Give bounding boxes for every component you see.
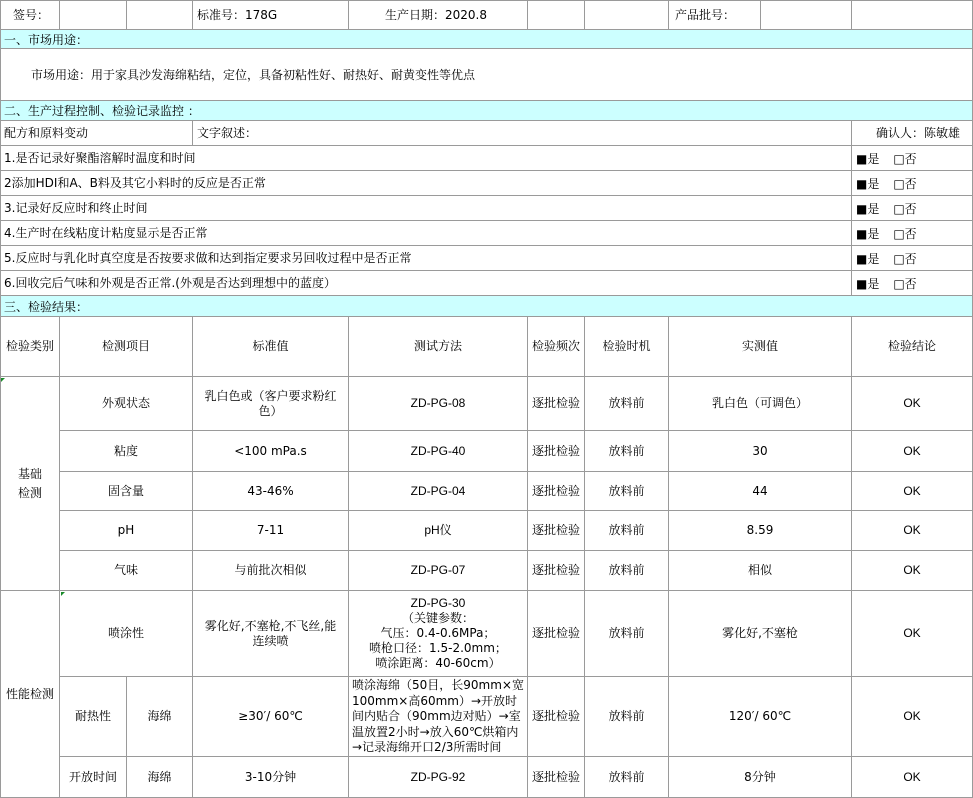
- yes-checkbox[interactable]: ■是: [856, 176, 880, 191]
- check-yes-no[interactable]: [852, 246, 973, 271]
- col-measured: 实测值: [669, 317, 852, 377]
- basic-timing-text: 放料前: [608, 483, 645, 498]
- basic-result-text: OK: [903, 483, 921, 498]
- no-checkbox[interactable]: □否: [893, 251, 917, 266]
- spray-timing: 放料前: [585, 591, 669, 677]
- basic-item: [60, 551, 193, 591]
- batch-number-label: 产品批号：: [669, 0, 761, 30]
- basic-method-text: ZD-PG-08: [410, 396, 466, 410]
- basic-method: [349, 377, 528, 431]
- basic-result: [852, 431, 973, 472]
- basic-item: [60, 472, 193, 511]
- heat-method-text: 喷涂海绵（50目，长90mm×宽100mm×高60mm）→开放时间内贴合（90mm边对贴）→室温放置2小时→放入60℃烘箱内→记录海绵开口2/3所需时间: [352, 678, 524, 754]
- basic-frequency: [528, 377, 585, 431]
- spray-standard-text: 雾化好,不塞枪,不飞丝,能连续喷: [204, 618, 337, 648]
- batch-number-cell-2[interactable]: [852, 0, 973, 30]
- basic-frequency-text: 逐批检验: [532, 396, 581, 410]
- basic-standard-text: <100 mPa.s: [234, 443, 307, 458]
- spray-measured: 雾化好,不塞枪: [669, 591, 852, 677]
- check-item: 6.回收完后气味和外观是否正常.(外观是否达到理想中的蓝度）: [0, 271, 852, 296]
- check-item: 4.生产时在线粘度计粘度显示是否正常: [0, 221, 852, 246]
- spray-method-line: ZD-PG-30: [410, 596, 466, 610]
- check-yes-no[interactable]: [852, 146, 973, 171]
- open-time-measured: 8分钟: [669, 757, 852, 798]
- check-yes-no[interactable]: [852, 221, 973, 246]
- heat-method: [349, 677, 528, 757]
- heat-standard: ≥30′/ 60℃: [193, 677, 349, 757]
- basic-method: [349, 472, 528, 511]
- spray-result: OK: [852, 591, 973, 677]
- basic-timing: [585, 511, 669, 551]
- spray-standard: [193, 591, 349, 677]
- no-checkbox[interactable]: □否: [893, 276, 917, 291]
- basic-timing: [585, 551, 669, 591]
- spray-method-line: 喷涂距离：40-60cm）: [375, 656, 501, 670]
- basic-frequency-text: 逐批检验: [532, 563, 581, 577]
- open-time-frequency: 逐批检验: [528, 757, 585, 798]
- basic-item-text: 粘度: [113, 443, 138, 458]
- basic-standard-text: 与前批次相似: [234, 563, 307, 577]
- basic-measured: [669, 551, 852, 591]
- basic-standard: [193, 377, 349, 431]
- batch-number-cell[interactable]: [761, 0, 852, 30]
- open-time-sub: 海绵: [127, 757, 193, 798]
- cell-marker-icon: [61, 592, 65, 596]
- basic-measured-text: 乳白色（可调色）: [711, 396, 808, 410]
- basic-group-text: 基础检测: [17, 466, 42, 500]
- section2-title: 二、生产过程控制、检验记录监控 ：: [0, 101, 973, 121]
- market-use-text: 市场用途：用于家具沙发海绵粘结，定位，具备初粘性好、耐热好、耐黄变性等优点: [0, 49, 973, 101]
- basic-standard: [193, 511, 349, 551]
- basic-method-text: pH仪: [424, 523, 452, 537]
- basic-standard-text: 乳白色或（客户要求粉红色）: [204, 388, 337, 418]
- basic-timing: [585, 472, 669, 511]
- yes-checkbox[interactable]: ■是: [856, 251, 880, 266]
- basic-method: [349, 431, 528, 472]
- heat-measured: 120′/ 60℃: [669, 677, 852, 757]
- sign-value-cell-2[interactable]: [127, 0, 193, 30]
- basic-item-text: pH: [117, 523, 135, 537]
- section3-title: 三、检验结果：: [0, 296, 973, 317]
- basic-measured: [669, 377, 852, 431]
- check-yes-no[interactable]: [852, 171, 973, 196]
- basic-measured-text: 相似: [747, 563, 772, 577]
- basic-timing-text: 放料前: [608, 443, 645, 458]
- spray-method: [349, 591, 528, 677]
- basic-item-text: 气味: [113, 563, 138, 577]
- basic-standard: [193, 472, 349, 511]
- basic-item: [60, 377, 193, 431]
- basic-result: [852, 472, 973, 511]
- basic-timing-text: 放料前: [608, 523, 645, 537]
- col-item: 检测项目: [60, 317, 193, 377]
- spray-method-line: （关键参数：: [401, 611, 474, 625]
- open-time-standard: 3-10分钟: [193, 757, 349, 798]
- spray-item: 喷涂性: [60, 591, 193, 677]
- check-yes-no[interactable]: [852, 196, 973, 221]
- production-date: 生产日期：2020.8: [349, 0, 528, 30]
- check-item: 5.反应时与乳化时真空度是否按要求做和达到指定要求另回收过程中是否正常: [0, 246, 852, 271]
- no-checkbox[interactable]: □否: [893, 151, 917, 166]
- check-item: 2添加HDI和A、B料及其它小料时的反应是否正常: [0, 171, 852, 196]
- basic-result-text: OK: [903, 563, 921, 577]
- basic-timing: [585, 377, 669, 431]
- basic-item-text: 外观状态: [101, 396, 150, 410]
- section1-title: 一、市场用途：: [0, 30, 973, 49]
- yes-checkbox[interactable]: ■是: [856, 151, 880, 166]
- spray-method-line: 气压：0.4-0.6MPa；: [380, 626, 496, 640]
- cell-marker-icon: [1, 378, 5, 382]
- basic-result: [852, 511, 973, 551]
- spray-method-lines: [369, 596, 507, 671]
- basic-measured: [669, 431, 852, 472]
- check-item: 1.是否记录好聚酯溶解时温度和时间: [0, 146, 852, 171]
- basic-frequency: [528, 472, 585, 511]
- heat-item: 耐热性: [60, 677, 127, 757]
- spray-method-line: 喷枪口径：1.5-2.0mm；: [369, 641, 507, 655]
- yes-checkbox[interactable]: ■是: [856, 201, 880, 216]
- col-method: 测试方法: [349, 317, 528, 377]
- basic-standard-text: 43-46%: [247, 483, 294, 498]
- no-checkbox[interactable]: □否: [893, 226, 917, 241]
- basic-measured: [669, 511, 852, 551]
- basic-result: [852, 377, 973, 431]
- perf-group-label: 性能检测: [0, 591, 60, 798]
- basic-item: [60, 511, 193, 551]
- basic-method: [349, 511, 528, 551]
- basic-standard: [193, 551, 349, 591]
- basic-item-text: 固含量: [107, 483, 144, 498]
- basic-frequency-text: 逐批检验: [532, 483, 581, 498]
- basic-frequency: [528, 511, 585, 551]
- check-item: 3.记录好反应时和终止时间: [0, 196, 852, 221]
- basic-timing: [585, 431, 669, 472]
- col-result: 检验结论: [852, 317, 973, 377]
- col-category: 检验类别: [0, 317, 60, 377]
- basic-frequency: [528, 551, 585, 591]
- date-spacer-cell-2[interactable]: [585, 0, 669, 30]
- yes-checkbox[interactable]: ■是: [856, 226, 880, 241]
- narrative-label: 文字叙述：: [193, 121, 852, 146]
- basic-measured-text: 8.59: [746, 523, 774, 537]
- col-timing: 检验时机: [585, 317, 669, 377]
- basic-measured: [669, 472, 852, 511]
- basic-measured-text: 44: [752, 483, 768, 498]
- basic-group-label: [0, 377, 60, 591]
- spray-frequency: 逐批检验: [528, 591, 585, 677]
- basic-result: [852, 551, 973, 591]
- confirmer: 确认人：陈敏雄: [852, 121, 973, 146]
- basic-timing-text: 放料前: [608, 563, 645, 577]
- sign-value-cell[interactable]: [60, 0, 127, 30]
- basic-timing-text: 放料前: [608, 396, 645, 410]
- basic-method-text: ZD-PG-04: [410, 483, 466, 498]
- basic-item: [60, 431, 193, 472]
- heat-sub: 海绵: [127, 677, 193, 757]
- heat-timing: 放料前: [585, 677, 669, 757]
- basic-frequency: [528, 431, 585, 472]
- heat-frequency: 逐批检验: [528, 677, 585, 757]
- basic-frequency-text: 逐批检验: [532, 523, 581, 537]
- yes-checkbox[interactable]: ■是: [856, 276, 880, 291]
- standard-number: 标准号：178G: [193, 0, 349, 30]
- basic-result-text: OK: [903, 396, 921, 410]
- date-spacer-cell[interactable]: [528, 0, 585, 30]
- open-time-method: ZD-PG-92: [349, 757, 528, 798]
- basic-method-text: ZD-PG-07: [410, 563, 466, 577]
- heat-result: OK: [852, 677, 973, 757]
- formula-change-label: 配方和原料变动: [0, 121, 193, 146]
- col-standard: 标准值: [193, 317, 349, 377]
- open-time-timing: 放料前: [585, 757, 669, 798]
- basic-measured-text: 30: [752, 443, 768, 458]
- col-frequency: 检验频次: [528, 317, 585, 377]
- basic-method-text: ZD-PG-40: [410, 443, 466, 458]
- basic-frequency-text: 逐批检验: [532, 443, 581, 458]
- basic-standard-text: 7-11: [256, 523, 285, 537]
- open-time-item: 开放时间: [60, 757, 127, 798]
- basic-result-text: OK: [903, 523, 921, 537]
- sign-label: 签号：: [0, 0, 60, 30]
- no-checkbox[interactable]: □否: [893, 176, 917, 191]
- basic-standard: [193, 431, 349, 472]
- basic-method: [349, 551, 528, 591]
- check-yes-no[interactable]: [852, 271, 973, 296]
- basic-result-text: OK: [903, 443, 921, 458]
- no-checkbox[interactable]: □否: [893, 201, 917, 216]
- open-time-result: OK: [852, 757, 973, 798]
